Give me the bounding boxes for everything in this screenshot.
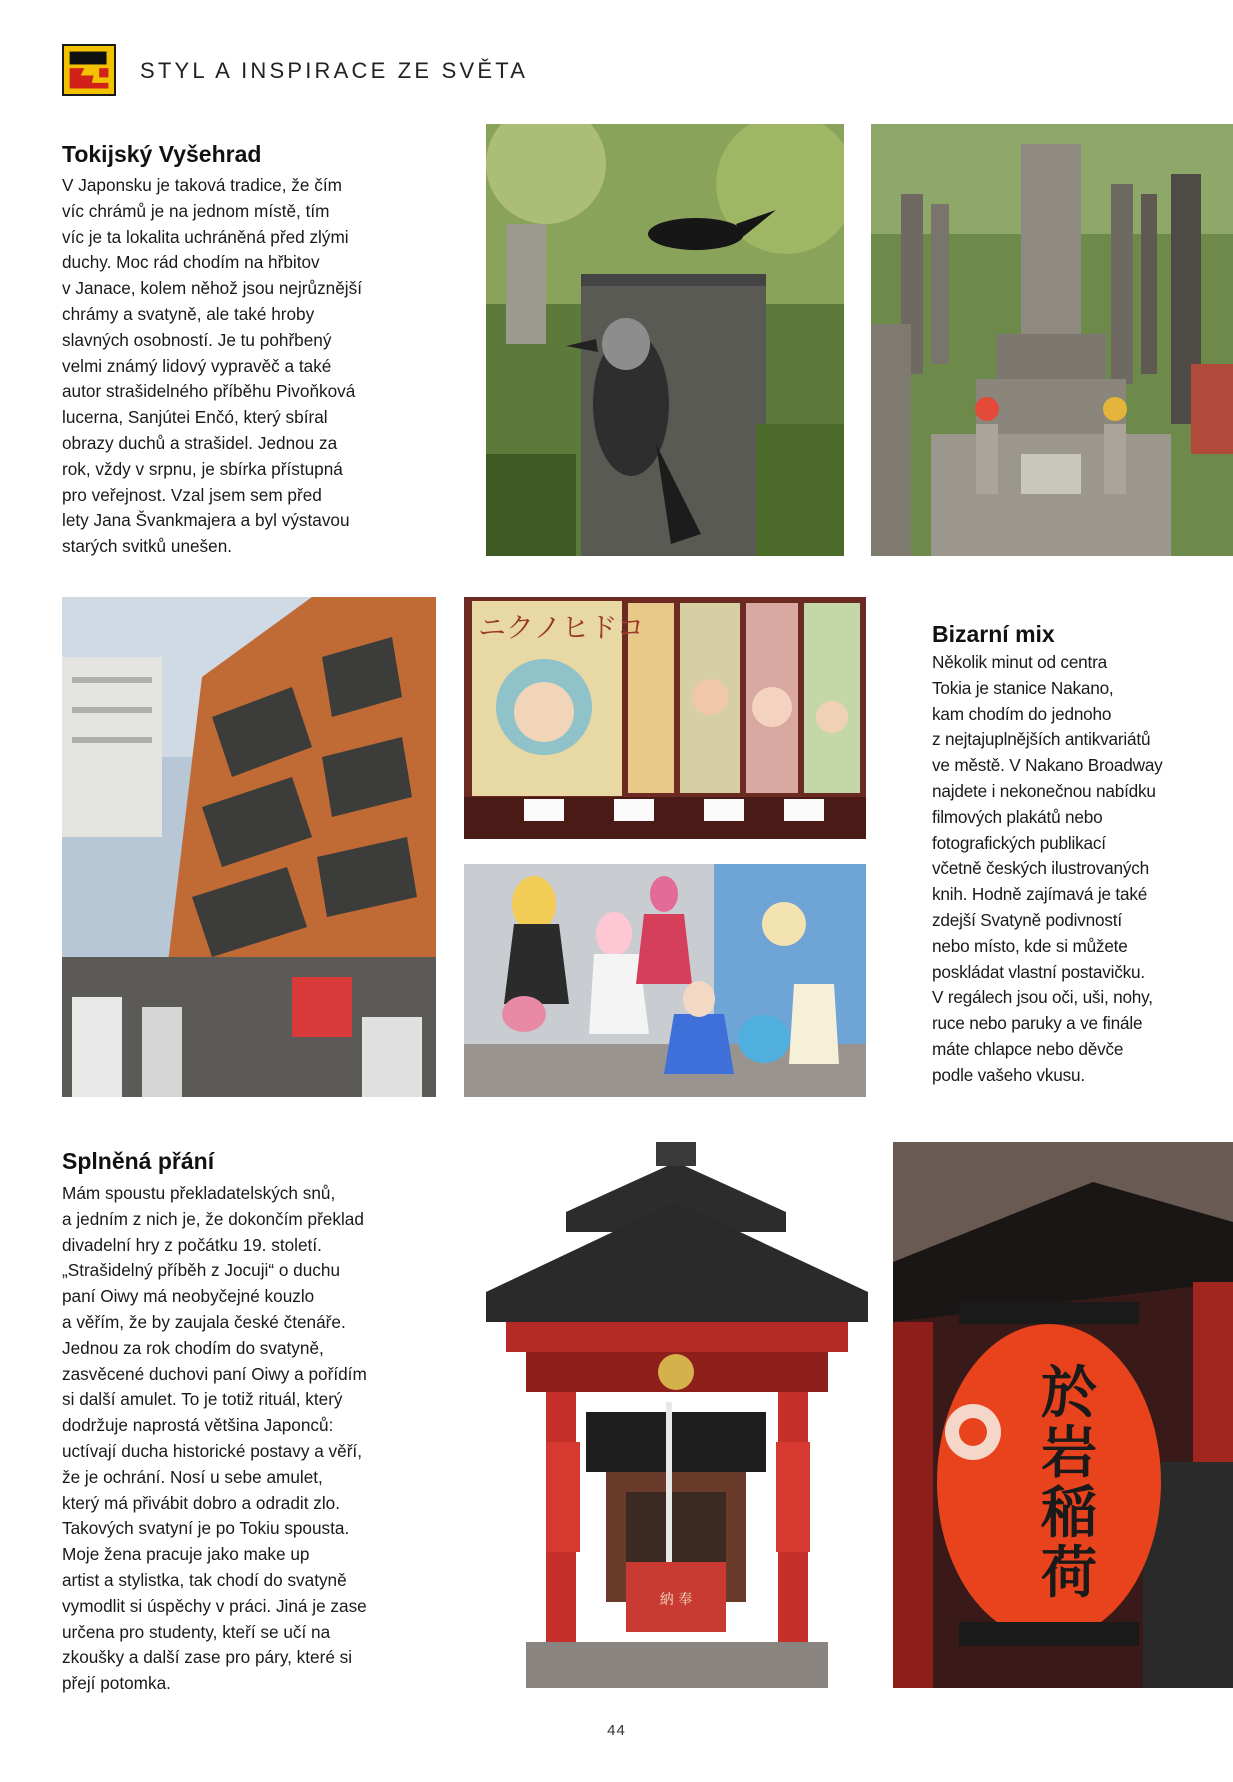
article-heading-tokijsky-vysehrad: Tokijský Vyšehrad [62, 141, 262, 167]
photo-anime-figures [464, 864, 866, 1097]
page-number: 44 [607, 1722, 626, 1739]
lantern-char-1: 於 [1041, 1361, 1097, 1426]
section-header: STYL A INSPIRACE ZE SVĚTA [140, 58, 529, 83]
article-body-splnena-prani: Mám spoustu překladatelských snů, a jedním z nich je, že dokončím překlad divadelní hry z počátku 19. století. „Strašidelný příběh z Jocuji“ o duchu paní Oiwy má neobyčejné kouzlo a věřím, že by zaujala české čtenáře. Jednou za rok chodím do svatyně, zasvěcené duchovi paní Oiwy a pořídím si další amulet. To je totiž rituál, který dodržuje naprostá většina Japonců: uctívají ducha historické postavy a věří, že je ochrání. Nosí u sebe amulet, který má přivábit dobro a odradit zlo. Takových svatyní je po Tokiu spousta. Moje žena pracuje jako make up artist a stylistka, tak chodí do svatyně vymodlit si úspěchy v práci. Jiná je zase určena pro studenty, kteří se učí na zkoušky a další zase pro páry, které si přejí potomka. [62, 1183, 367, 1694]
photo-vintage-manga [464, 597, 866, 839]
lantern-char-2: 岩 [1041, 1421, 1097, 1486]
lantern-char-3: 稲 [1041, 1481, 1097, 1546]
magazine-logo-icon [62, 44, 116, 96]
photo-crow-on-grave [486, 124, 844, 556]
photo-oiwa-shrine [486, 1142, 868, 1688]
article-heading-splnena-prani: Splněná přání [62, 1148, 215, 1174]
article-heading-bizarni-mix: Bizarní mix [932, 621, 1055, 647]
article-body-tokijsky-vysehrad: V Japonsku je taková tradice, že čím víc chrámů je na jednom místě, tím víc je ta lokalita uchráněná před zlými duchy. Moc rád chodím na hřbitov v Janace, kolem něhož jsou nejrůznější chrámy a svatyně, ale také hroby slavných osobností. Je tu pohřbený velmi známý lidový vypravěč a také autor strašidelného příběhu Pivoňková lucerna, Sanjútei Enčó, který sbíral obrazy duchů a strašidel. Jednou za rok, vždy v srpnu, je sbírka přístupná pro veřejnost. Vzal jsem sem před lety Jana Švankmajera a byl výstavou starých svitků unešen. [62, 175, 362, 557]
manga-cover-title: ニクノヒドコ [478, 611, 645, 644]
photo-nakano-building [62, 597, 436, 1097]
article-body-bizarni-mix: Několik minut od centra Tokia je stanice Nakano, kam chodím do jednoho z nejtajuplnějších antikvariátů ve městě. V Nakano Broadway najdete i nekonečnou nabídku filmových plakátů nebo fotografických publikací včetně českých ilustrovaných knih. Hodně zajímavá je také zdejší Svatyně podivností nebo místo, kde si můžete poskládat vlastní postavičku. V regálech jsou oči, uši, nohy, ruce nebo paruky a ve finále máte chlapce nebo děvče podle vašeho vkusu. [932, 652, 1163, 1085]
shrine-offering-box-text: 納 奉 [659, 1592, 693, 1608]
photo-red-lantern [893, 1142, 1233, 1688]
lantern-char-4: 荷 [1041, 1541, 1097, 1606]
photo-graveyard [871, 124, 1233, 556]
